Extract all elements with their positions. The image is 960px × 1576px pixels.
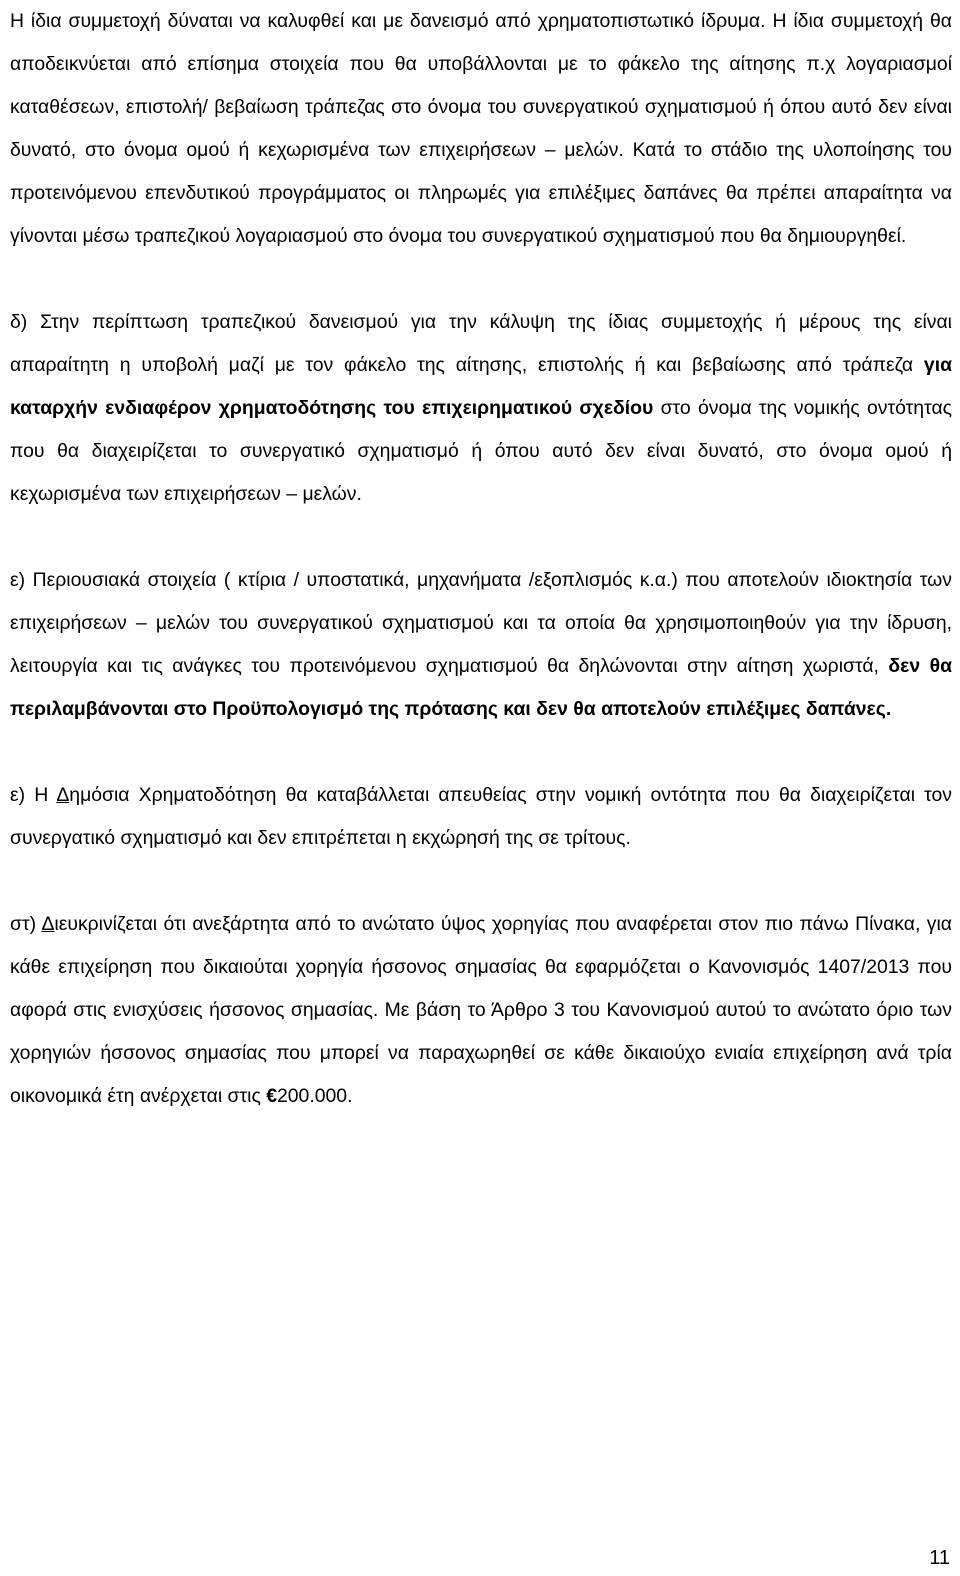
paragraph-text: στο όνομα της νομικής οντότητας που θα διαχειρίζεται το συνεργατικό σχηματισμό ή όπου αυτό δεν είναι δυνατό, στο όνομα ομού ή κεχωρισμένα των επιχειρήσεων – μελών. xyxy=(10,397,952,505)
paragraph-underlined-text: Δ xyxy=(56,784,70,806)
paragraph-text: ε) Η xyxy=(10,784,57,806)
paragraph-de-minimis xyxy=(10,903,952,1118)
paragraph-gap xyxy=(10,860,952,903)
paragraph-underlined-text: Δ xyxy=(41,913,55,935)
paragraph-gap xyxy=(10,731,952,774)
paragraph-text: ιευκρινίζεται ότι ανεξάρτητα από το ανώτατο ύψος χορηγίας που αναφέρεται στον πιο πάνω Πίνακα, για κάθε επιχείρηση που δικαιούται χορηγία ήσσονος σημασίας θα εφαρμόζεται ο Κανονισμός 1407/2013 που αφορά στις ενισχύσεις ήσσονος σημασίας. Με βάση το Άρθρο 3 του Κανονισμού αυτού το ανώτατο όριο των χορηγιών ήσσονος σημασίας που μπορεί να παραχωρηθεί σε κάθε δικαιούχο ενιαία επιχείρηση ανά τρία οικονομικά έτη ανέρχεται στις xyxy=(10,913,952,1107)
paragraph-text: 200.000. xyxy=(276,1085,353,1107)
paragraph-gap xyxy=(10,516,952,559)
paragraph-gap xyxy=(10,258,952,301)
paragraph-public-funding xyxy=(10,774,952,860)
paragraph-text: ε) Περιουσιακά στοιχεία ( κτίρια / υποστατικά, μηχανήματα /εξοπλισμός κ.α.) που αποτελούν ιδιοκτησία των επιχειρήσεων – μελών του συνεργατικού σχηματισμού και τα οποία θα χρησιμοποιηθούν για την ίδρυση, λειτουργία και τις ανάγκες του προτεινόμενου σχηματισμού θα δηλώνονται στην αίτηση χωριστά, xyxy=(10,569,952,677)
paragraph-bold-text: € xyxy=(266,1085,277,1107)
paragraph-text: Η ίδια συμμετοχή δύναται να καλυφθεί και με δανεισμό από χρηματοπιστωτικό ίδρυμα. Η ίδια συμμετοχή θα αποδεικνύεται από επίσημα στοιχεία που θα υποβάλλονται με το φάκελο της αίτησης π.χ λογαριασμοί καταθέσεων, επιστολή/ βεβαίωση τράπεζας στο όνομα του συνεργατικού σχηματισμού ή όπου αυτό δεν είναι δυνατό, στο όνομα ομού ή κεχωρισμένα των επιχειρήσεων – μελών. Κατά το στάδιο της υλοποίησης του προτεινόμενου επενδυτικού προγράμματος οι πληρωμές για επιλέξιμες δαπάνες θα πρέπει απαραίτητα να γίνονται μέσω τραπεζικού λογαριασμού στο όνομα του συνεργατικού σχηματισμού που θα δημιουργηθεί. xyxy=(10,10,952,247)
paragraph-assets xyxy=(10,559,952,731)
paragraph-own-contribution xyxy=(10,0,952,258)
paragraph-text: ημόσια Χρηματοδότηση θα καταβάλλεται απευθείας στην νομική οντότητα που θα διαχειρίζεται τον συνεργατικό σχηματισμό και δεν επιτρέπεται η εκχώρησή της σε τρίτους. xyxy=(10,784,953,849)
paragraph-text: δ) Στην περίπτωση τραπεζικού δανεισμού για την κάλυψη της ίδιας συμμετοχής ή μέρους της είναι απαραίτητη η υποβολή μαζί με τον φάκελο της αίτησης, επιστολής ή και βεβαίωσης από τράπεζα xyxy=(10,311,952,376)
paragraph-bank-loan xyxy=(10,301,952,516)
paragraph-bold-text: για καταρχήν ενδιαφέρον χρηματοδότησης του επιχειρηματικού σχεδίου xyxy=(10,354,952,419)
paragraph-bold-text: δεν θα περιλαμβάνονται στο Προϋπολογισμό της πρότασης και δεν θα αποτελούν επιλέξιμες δαπάνες. xyxy=(10,655,953,720)
page-number: 11 xyxy=(929,1547,950,1569)
paragraph-text: στ) xyxy=(10,913,42,935)
document-page xyxy=(10,0,952,1118)
